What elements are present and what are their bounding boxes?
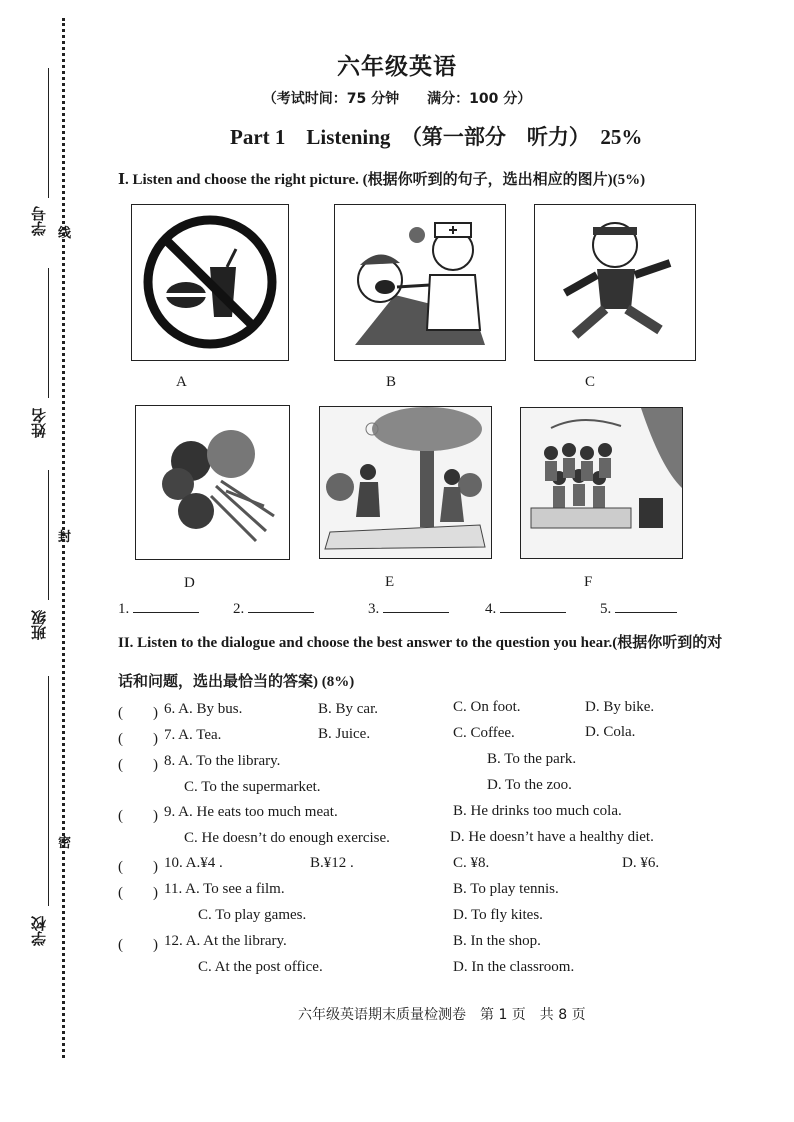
q10-option-a: 10. A.¥4 .: [164, 855, 223, 871]
section1-heading: Ⅰ. Listen and choose the right picture. (根据你听到的句子，选出相应的图片)(5%): [118, 172, 646, 188]
q10-option-c: C. ¥8.: [453, 855, 490, 871]
page-title: 六年级英语: [337, 54, 457, 80]
q11-option-c: C. To play games.: [198, 907, 307, 923]
picture-d: [135, 405, 290, 560]
answer-blank-2[interactable]: 2.: [233, 598, 314, 618]
section2-heading-line2: 话和问题，选出最恰当的答案) (8%): [118, 674, 355, 690]
answer-blank-5[interactable]: 5.: [600, 598, 677, 618]
page-footer: 六年级英语期末质量检测卷 第 1 页 共 8 页: [298, 1007, 586, 1023]
q12-option-d: D. In the classroom.: [453, 959, 575, 975]
answer-paren-10[interactable]: ( ): [118, 859, 158, 875]
q6-option-c: C. On foot.: [453, 699, 521, 715]
student-id-label: 学号: [30, 206, 48, 236]
picture-b: [334, 204, 506, 361]
label-a: A: [176, 374, 187, 390]
answer-blank-1[interactable]: 1.: [118, 598, 199, 618]
q7-option-d: D. Cola.: [585, 724, 636, 740]
answer-paren-12[interactable]: ( ): [118, 937, 158, 953]
q12-option-a: 12. A. At the library.: [164, 933, 287, 949]
choir-icon: [521, 408, 682, 558]
answer-blank-3[interactable]: 3.: [368, 598, 449, 618]
label-e: E: [385, 574, 395, 590]
class-line: [48, 470, 49, 600]
picture-a: [131, 204, 289, 361]
running-boy-icon: [535, 205, 695, 360]
q10-option-b: B.¥12 .: [310, 855, 354, 871]
name-label: 姓名: [30, 408, 48, 438]
exam-info: （考试时间：75 分钟 满分：100 分）: [262, 91, 532, 107]
q12-option-b: B. In the shop.: [453, 933, 541, 949]
q7-option-a: 7. A. Tea.: [164, 727, 222, 743]
q8-option-a: 8. A. To the library.: [164, 753, 281, 769]
answer-paren-8[interactable]: ( ): [118, 757, 158, 773]
school-label: 学校: [30, 916, 48, 946]
q9-option-b: B. He drinks too much cola.: [453, 803, 622, 819]
q9-option-c: C. He doesn’t do enough exercise.: [184, 830, 390, 846]
seal-char-line: 线: [58, 226, 72, 241]
q11-option-a: 11. A. To see a film.: [164, 881, 285, 897]
class-label: 班级: [30, 610, 48, 640]
answer-paren-9[interactable]: ( ): [118, 808, 158, 824]
label-b: B: [386, 374, 397, 390]
q8-option-b: B. To the park.: [487, 751, 577, 767]
picture-f: [520, 407, 683, 559]
q9-option-a: 9. A. He eats too much meat.: [164, 804, 338, 820]
q12-option-c: C. At the post office.: [198, 959, 323, 975]
label-d: D: [184, 575, 195, 591]
school-line: [48, 676, 49, 906]
no-food-sign-icon: [132, 205, 288, 360]
answer-paren-11[interactable]: ( ): [118, 885, 158, 901]
label-f: F: [584, 574, 593, 590]
q7-option-c: C. Coffee.: [453, 725, 515, 741]
label-c: C: [585, 374, 596, 390]
seal-char-seal: 封: [58, 530, 72, 545]
q10-option-d: D. ¥6.: [622, 855, 660, 871]
section2-heading-line1: II. Listen to the dialogue and choose the best answer to the question you hear.(根据你听到的对: [118, 635, 723, 651]
answer-blank-4[interactable]: 4.: [485, 598, 566, 618]
answer-paren-7[interactable]: ( ): [118, 731, 158, 747]
dentist-icon: [335, 205, 505, 360]
picture-e: [319, 406, 492, 559]
q8-option-c: C. To the supermarket.: [184, 779, 321, 795]
part-heading: Part 1 Listening （第一部分 听力） 25%: [230, 125, 643, 149]
q6-option-d: D. By bike.: [585, 699, 655, 715]
q11-option-b: B. To play tennis.: [453, 881, 559, 897]
q8-option-d: D. To the zoo.: [487, 777, 572, 793]
q6-option-a: 6. A. By bus.: [164, 701, 243, 717]
picnic-icon: [320, 407, 491, 558]
answer-paren-6[interactable]: ( ): [118, 705, 158, 721]
q6-option-b: B. By car.: [318, 701, 378, 717]
q9-option-d: D. He doesn’t have a healthy diet.: [450, 829, 654, 845]
picture-c: [534, 204, 696, 361]
q7-option-b: B. Juice.: [318, 726, 371, 742]
vegetables-icon: [136, 406, 289, 559]
q11-option-d: D. To fly kites.: [453, 907, 543, 923]
name-line: [48, 268, 49, 398]
seal-char-secret: 密: [58, 836, 72, 851]
